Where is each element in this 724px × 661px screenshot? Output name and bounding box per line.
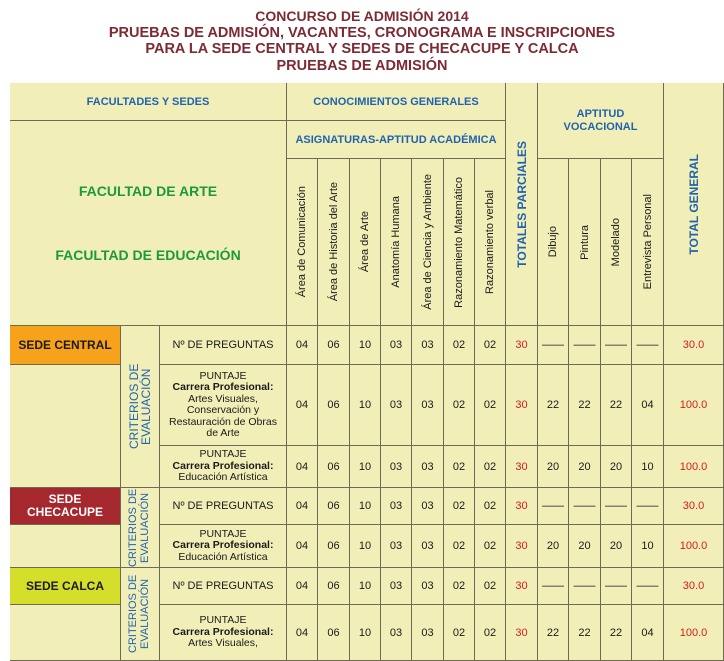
aptitud-cell: 20 <box>601 525 632 568</box>
score-cell: 02 <box>475 488 506 525</box>
faculty-arte: FACULTAD DE ARTE <box>78 183 218 199</box>
puntaje-label: PUNTAJE <box>199 614 247 627</box>
total-parcial-cell: 30 <box>506 365 538 446</box>
aptitud-cell: —— <box>569 326 601 365</box>
aptitud-cell: 20 <box>538 525 569 568</box>
score-cell: 06 <box>318 568 350 605</box>
score-cell: 03 <box>381 525 412 568</box>
aptitud-cell: —— <box>538 568 569 605</box>
row-label: Nº DE PREGUNTAS <box>160 568 287 605</box>
score-cell: 03 <box>381 365 412 446</box>
score-cell: 06 <box>318 525 350 568</box>
document-title <box>0 8 724 74</box>
col-comunicacion: Área de Comunicación <box>287 159 318 326</box>
aptitud-cell: —— <box>601 326 632 365</box>
title-line-1: CONCURSO DE ADMISIÓN 2014 <box>255 8 469 24</box>
header-totales-parciales: TOTALES PARCIALES <box>506 83 538 326</box>
carrera-label: Carrera Profesional: <box>172 625 274 638</box>
col-ciencia: Área de Ciencia y Ambiente <box>412 159 444 326</box>
score-cell: 04 <box>287 365 318 446</box>
col-arte: Área de Arte <box>350 159 381 326</box>
carrera-name: Artes Visuales, Conservación y Restauración de Obras de Arte <box>169 392 277 439</box>
header-asignaturas: ASIGNATURAS-APTITUD ACADÉMICA <box>287 121 506 159</box>
aptitud-cell: —— <box>538 488 569 525</box>
row-label <box>160 525 287 568</box>
score-cell: 02 <box>444 365 475 446</box>
score-cell: 02 <box>444 525 475 568</box>
aptitud-cell: 20 <box>538 446 569 488</box>
score-cell: 04 <box>287 568 318 605</box>
row-label: Nº DE PREGUNTAS <box>160 488 287 525</box>
aptitud-cell: 04 <box>632 365 664 446</box>
aptitud-cell: —— <box>601 488 632 525</box>
score-cell: 03 <box>412 326 444 365</box>
score-cell: 06 <box>318 488 350 525</box>
total-parcial-cell: 30 <box>506 525 538 568</box>
row-label <box>160 365 287 446</box>
col-dibujo: Dibujo <box>538 159 569 326</box>
score-cell: 06 <box>318 326 350 365</box>
aptitud-cell: —— <box>569 488 601 525</box>
puntaje-label: PUNTAJE <box>199 527 247 540</box>
total-parcial-cell: 30 <box>506 488 538 525</box>
title-line-3: PARA LA SEDE CENTRAL Y SEDES DE CHECACUPE Y CALCA <box>145 41 579 57</box>
row-label <box>160 605 287 661</box>
aptitud-cell: —— <box>538 326 569 365</box>
sede-calca-spacer <box>10 605 121 661</box>
score-cell: 03 <box>381 326 412 365</box>
sede-central: SEDE CENTRAL <box>10 326 121 365</box>
score-cell: 02 <box>475 605 506 661</box>
score-cell: 04 <box>287 326 318 365</box>
header-conocimientos: CONOCIMIENTOS GENERALES <box>287 83 506 121</box>
total-parcial-cell: 30 <box>506 326 538 365</box>
sede-central-spacer <box>10 365 121 488</box>
title-line-4: PRUEBAS DE ADMISIÓN <box>276 57 448 74</box>
score-cell: 06 <box>318 605 350 661</box>
col-matematico: Razonamiento Matemático <box>444 159 475 326</box>
carrera-name: Educación Artística <box>178 550 268 563</box>
aptitud-cell: 22 <box>601 365 632 446</box>
aptitud-cell: 04 <box>632 605 664 661</box>
aptitud-cell: —— <box>569 568 601 605</box>
score-cell: 03 <box>412 446 444 488</box>
faculties-cell <box>10 121 287 326</box>
sede-calca: SEDE CALCA <box>10 568 121 605</box>
aptitud-cell: —— <box>632 326 664 365</box>
col-verbal: Razonamiento verbal <box>475 159 506 326</box>
row-label: Nº DE PREGUNTAS <box>160 326 287 365</box>
aptitud-cell: 20 <box>569 446 601 488</box>
total-parcial-cell: 30 <box>506 605 538 661</box>
aptitud-cell: —— <box>632 488 664 525</box>
col-entrevista: Entrevista Personal <box>632 159 664 326</box>
total-general-cell: 30.0 <box>664 488 724 525</box>
score-cell: 03 <box>412 568 444 605</box>
score-cell: 02 <box>475 568 506 605</box>
score-cell: 04 <box>287 605 318 661</box>
col-anatomia: Anatomía Humana <box>381 159 412 326</box>
carrera-name: Educación Artística <box>178 471 268 484</box>
puntaje-label: PUNTAJE <box>199 448 247 461</box>
total-general-cell: 30.0 <box>664 568 724 605</box>
score-cell: 06 <box>318 446 350 488</box>
total-general-cell: 100.0 <box>664 446 724 488</box>
carrera-label: Carrera Profesional: <box>172 539 274 552</box>
aptitud-cell: 10 <box>632 525 664 568</box>
col-pintura: Pintura <box>569 159 601 326</box>
score-cell: 02 <box>444 446 475 488</box>
score-cell: 02 <box>475 446 506 488</box>
score-cell: 10 <box>350 568 381 605</box>
aptitud-cell: —— <box>601 568 632 605</box>
sede-checacupe: SEDE CHECACUPE <box>10 488 121 525</box>
aptitud-cell: 22 <box>569 365 601 446</box>
score-cell: 03 <box>381 605 412 661</box>
score-cell: 10 <box>350 525 381 568</box>
score-cell: 02 <box>475 525 506 568</box>
score-cell: 03 <box>412 488 444 525</box>
score-cell: 03 <box>381 568 412 605</box>
score-cell: 04 <box>287 525 318 568</box>
sede-checacupe-spacer <box>10 525 121 568</box>
puntaje-label: PUNTAJE <box>199 369 247 382</box>
score-cell: 03 <box>412 525 444 568</box>
col-historia: Área de Historia del Arte <box>318 159 350 326</box>
score-cell: 10 <box>350 365 381 446</box>
criterios-calca: CRITERIOS DE EVALUACIÓN <box>121 568 160 661</box>
total-general-cell: 100.0 <box>664 365 724 446</box>
aptitud-cell: —— <box>632 568 664 605</box>
score-cell: 02 <box>475 326 506 365</box>
aptitud-cell: 22 <box>601 605 632 661</box>
criterios-checacupe: CRITERIOS DE EVALUACIÓN <box>121 488 160 568</box>
score-cell: 02 <box>444 568 475 605</box>
score-cell: 04 <box>287 488 318 525</box>
score-cell: 10 <box>350 326 381 365</box>
total-general-cell: 30.0 <box>664 326 724 365</box>
criterios-central: CRITERIOS DE EVALUACIÓN <box>121 326 160 488</box>
score-cell: 03 <box>381 488 412 525</box>
header-aptitud: APTITUD VOCACIONAL <box>538 83 664 159</box>
score-cell: 02 <box>444 326 475 365</box>
aptitud-cell: 20 <box>569 525 601 568</box>
aptitud-cell: 22 <box>569 605 601 661</box>
col-modelado: Modelado <box>601 159 632 326</box>
aptitud-cell: 22 <box>538 605 569 661</box>
carrera-label: Carrera Profesional: <box>172 381 274 393</box>
header-total-general: TOTAL GENERAL <box>664 83 724 326</box>
title-line-2: PRUEBAS DE ADMISIÓN, VACANTES, CRONOGRAMA E INSCRIPCIONES <box>108 24 616 41</box>
score-cell: 10 <box>350 605 381 661</box>
admission-table <box>10 83 724 661</box>
score-cell: 03 <box>412 365 444 446</box>
score-cell: 03 <box>412 605 444 661</box>
score-cell: 04 <box>287 446 318 488</box>
score-cell: 06 <box>318 365 350 446</box>
score-cell: 02 <box>475 365 506 446</box>
score-cell: 03 <box>381 446 412 488</box>
aptitud-cell: 22 <box>538 365 569 446</box>
total-general-cell: 100.0 <box>664 605 724 661</box>
score-cell: 02 <box>444 488 475 525</box>
aptitud-cell: 20 <box>601 446 632 488</box>
aptitud-cell: 10 <box>632 446 664 488</box>
score-cell: 10 <box>350 488 381 525</box>
faculty-educacion: FACULTAD DE EDUCACIÓN <box>55 247 241 263</box>
score-cell: 02 <box>444 605 475 661</box>
row-label <box>160 446 287 488</box>
score-cell: 10 <box>350 446 381 488</box>
total-general-cell: 100.0 <box>664 525 724 568</box>
carrera-label: Carrera Profesional: <box>172 459 274 472</box>
header-facultades: FACULTADES Y SEDES <box>10 83 287 121</box>
carrera-name: Artes Visuales, <box>188 637 258 650</box>
total-parcial-cell: 30 <box>506 568 538 605</box>
total-parcial-cell: 30 <box>506 446 538 488</box>
